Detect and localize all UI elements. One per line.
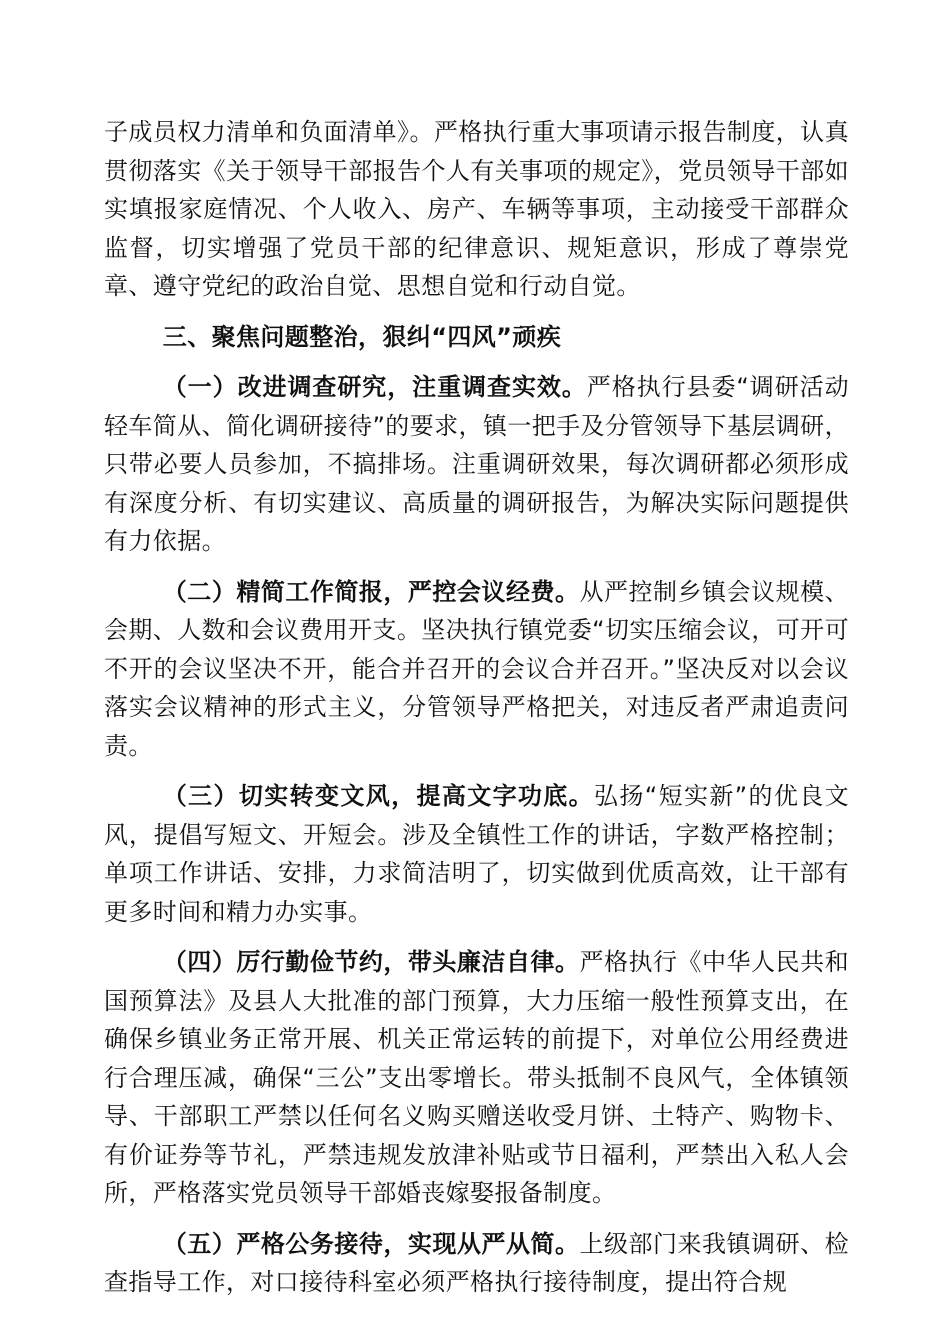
item-body: 严格执行县委“调研活动轻车简从、简化调研接待”的要求，镇一把手及分管领导下基层调研，只带必要人员参加，不搞排场。注重调研效果，每次调研都必须形成有深度分析、有切实建议、高质量的调研报告，为解决实际问题提供有力依据。 bbox=[104, 373, 849, 555]
document-page bbox=[104, 113, 849, 1314]
item-title: （一）改进调查研究，注重调查实效。 bbox=[162, 373, 587, 401]
item-paragraph-3 bbox=[104, 777, 849, 931]
item-paragraph-5 bbox=[104, 1225, 849, 1302]
item-title: （二）精简工作简报，严控会议经费。 bbox=[162, 577, 580, 606]
item-paragraph-1 bbox=[104, 368, 849, 561]
section-heading: 三、聚焦问题整治，狠纠“四风”顽疾 bbox=[162, 322, 562, 351]
item-body: 严格执行《中华人民共和国预算法》及县人大批准的部门预算，大力压缩一般性预算支出，在确保乡镇业务正常开展、机关正常运转的前提下，对单位公用经费进行合理压减，确保“三公”支出零增长。带头抵制不良风气，全体镇领导、干部职工严禁以任何名义购买赠送收受月饼、土特产、购物卡、有价证券等节礼，严禁违规发放津补贴或节日福利，严禁出入私人会所，严格落实党员领导干部婚丧嫁娶报备制度。 bbox=[104, 948, 849, 1207]
item-title: （五）严格公务接待，实现从严从简。 bbox=[162, 1229, 580, 1258]
paragraph-continuation: 子成员权力清单和负面清单》。严格执行重大事项请示报告制度，认真贯彻落实《关于领导干部报告个人有关事项的规定》，党员领导干部如实填报家庭情况、个人收入、房产、车辆等事项，主动接受干部群众监督，切实增强了党员干部的纪律意识、规矩意识，形成了尊崇党章、遵守党纪的政治自觉、思想自觉和行动自觉。 bbox=[104, 118, 849, 300]
item-body: 从严控制乡镇会议规模、会期、人数和会议费用开支。坚决执行镇党委“切实压缩会议，可开可不开的会议坚决不开，能合并召开的会议合并召开。”坚决反对以会议落实会议精神的形式主义，分管领导严格把关，对违反者严肃追责问责。 bbox=[104, 577, 849, 760]
item-body: 上级部门来我镇调研、检查指导工作，对口接待科室必须严格执行接待制度，提出符合规 bbox=[104, 1229, 849, 1296]
item-paragraph-4 bbox=[104, 943, 849, 1213]
item-paragraph-2 bbox=[104, 573, 849, 766]
item-body: 弘扬“短实新”的优良文风，提倡写短文、开短会。涉及全镇性工作的讲话，字数严格控制；单项工作讲话、安排，力求简洁明了，切实做到优质高效，让干部有更多时间和精力办实事。 bbox=[104, 782, 849, 926]
item-title: （三）切实转变文风，提高文字功底。 bbox=[162, 782, 595, 810]
item-title: （四）厉行勤俭节约，带头廉洁自律。 bbox=[162, 948, 580, 976]
